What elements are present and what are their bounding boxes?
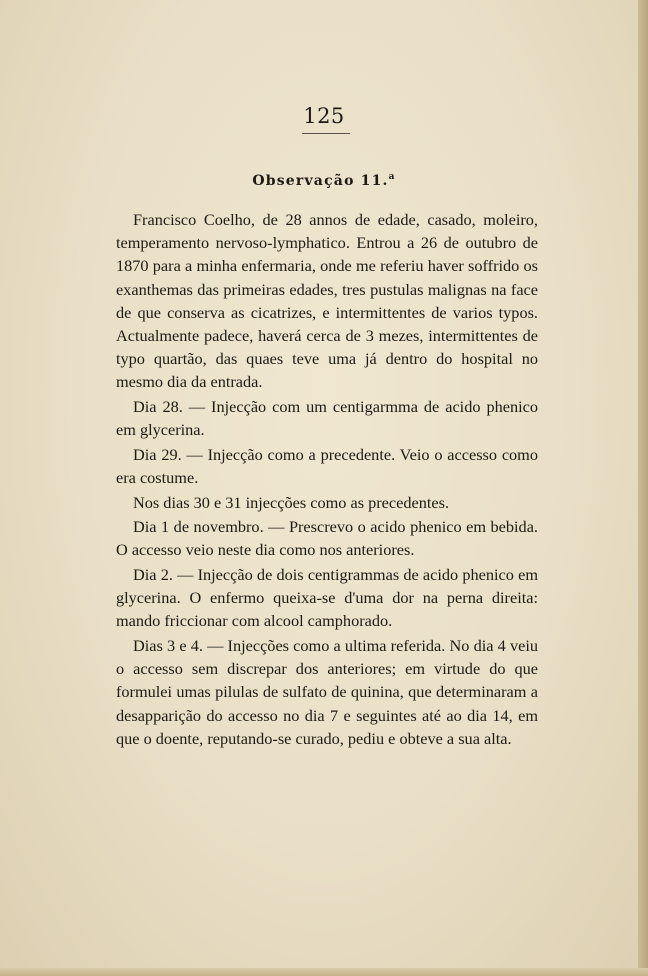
paragraph-day-2: Dia 2. — Injecção de dois centigrammas de acido phenico em glycerina. O enfermo queixa-se d'uma dor na perna direita: mando friccionar com alcool camphorado. — [116, 565, 538, 631]
paragraph-days-30-31: Nos dias 30 e 31 injecções como as precedentes. — [133, 492, 450, 512]
paragraph-days-3-4: Dias 3 e 4. — Injecções como a ultima referida. No dia 4 veiu o accesso sem discrepar dos anteriores; em virtude do que formulei umas pilulas de sulfato de quinina, que determinaram a desapparição do accesso no dia 7 e seguintes até ao dia 14, em que o doente, reputando-se curado, pediu e obteve a sua alta. — [116, 636, 538, 748]
paragraph-november-1: Dia 1 de novembro. — Prescrevo o acido phenico em bebida. O accesso veio neste dia como nos anteriores. — [116, 517, 538, 560]
observation-heading — [0, 172, 648, 189]
observation-heading-text: Observação 11. — [252, 173, 389, 189]
page-number: 125 — [303, 104, 345, 128]
page-number-rule — [302, 133, 350, 134]
paragraph-day-28: Dia 28. — Injecção com um centigarmma de acido phenico em glycerina. — [116, 397, 538, 440]
page-edge-bottom — [0, 968, 648, 976]
observation-heading-superscript: a — [388, 172, 396, 182]
paragraph-patient-history: Francisco Coelho, de 28 annos de edade, casado, moleiro, temperamento nervoso-lymphatico. Entrou a 26 de outubro de 1870 para a minha enfermaria, onde me referiu haver soffrido os exanthemas das primeiras edades, tres pustulas malignas na face de que conserva as cicatrizes, e intermittentes de varios typos. Actualmente padece, haverá cerca de 3 mezes, intermittentes de typo quartão, das quaes teve uma já dentro do hospital no mesmo dia da entrada. — [116, 210, 538, 392]
paragraph-day-29: Dia 29. — Injecção como a precedente. Veio o accesso como era costume. — [116, 444, 538, 488]
observation-body — [116, 208, 538, 751]
page-edge-right — [638, 0, 648, 976]
